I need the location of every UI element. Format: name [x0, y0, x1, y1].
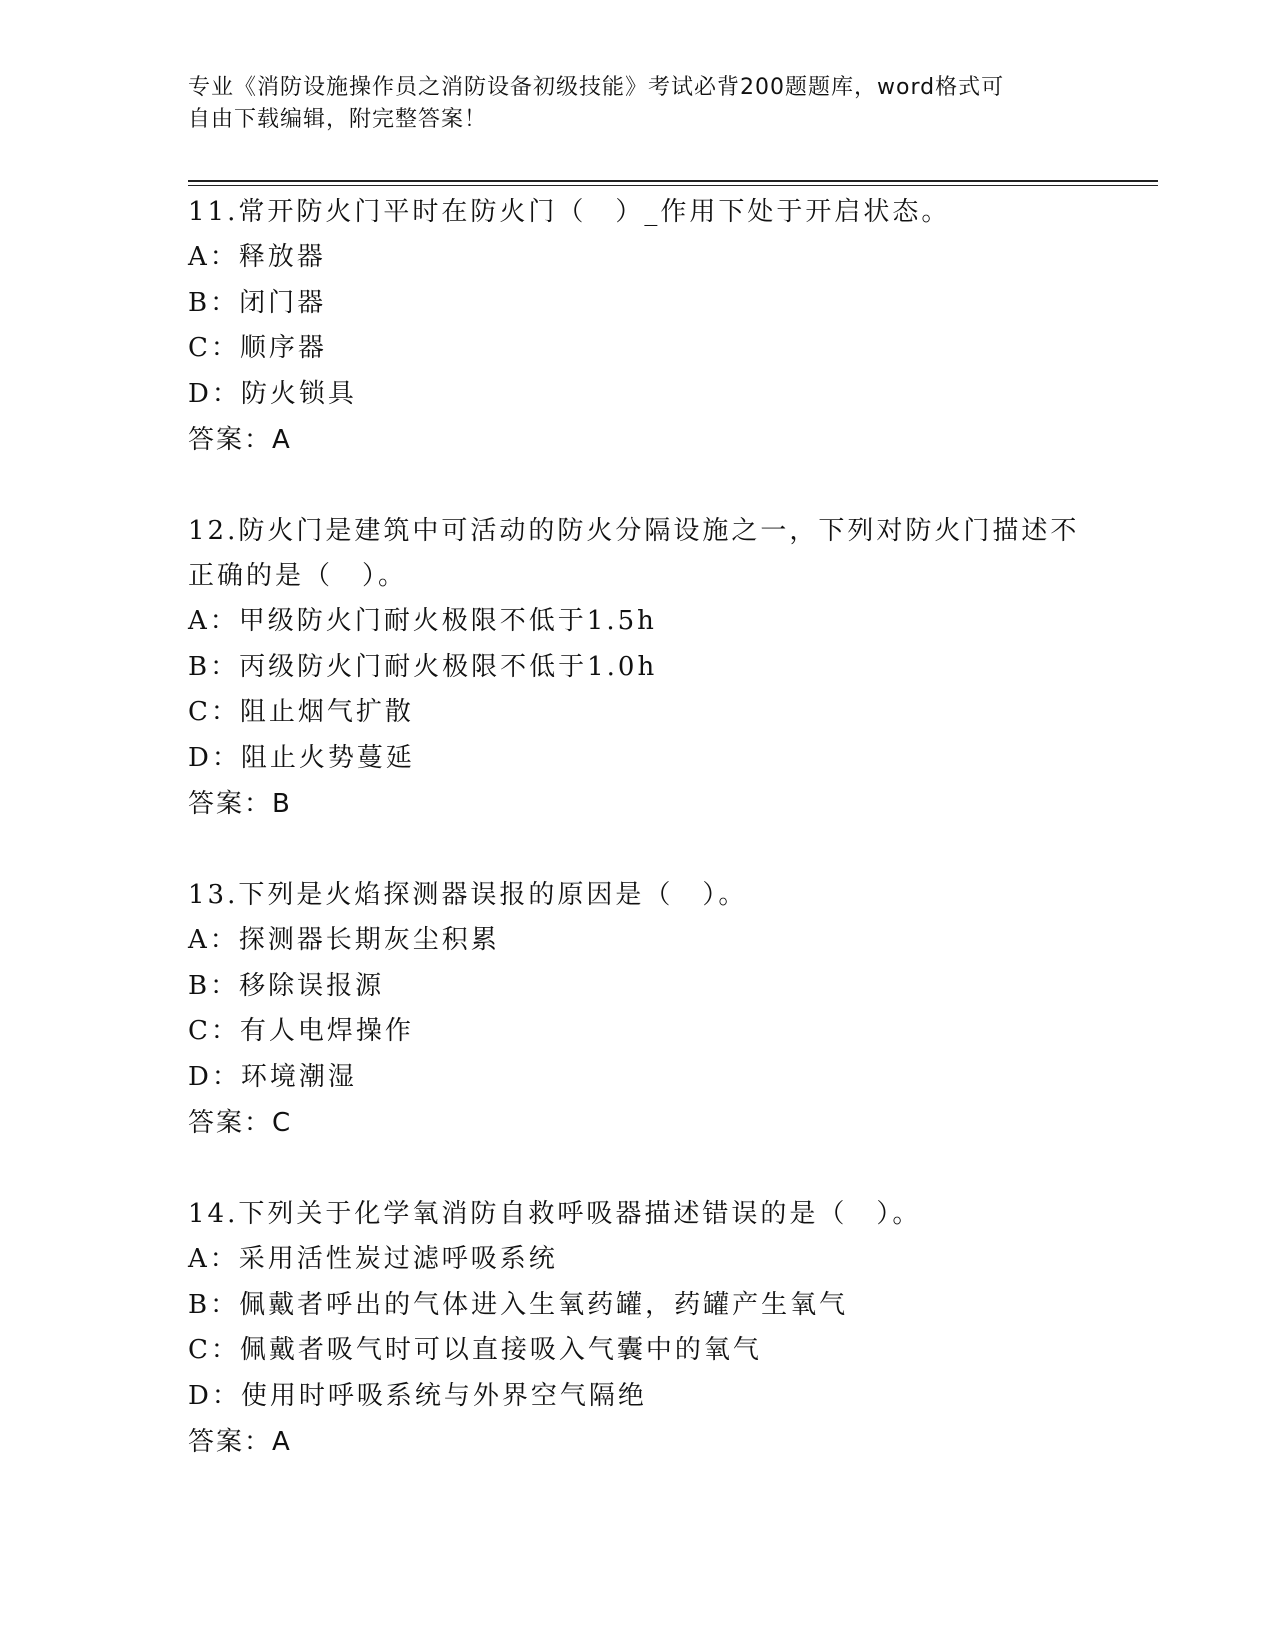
option-a: A：采用活性炭过滤呼吸系统 — [188, 1244, 558, 1274]
question-stem-continued: 正确的是（ ）。 — [188, 561, 408, 591]
answer: 答案：A — [188, 1427, 292, 1457]
option-c: C：顺序器 — [188, 333, 327, 363]
option-b: B：丙级防火门耐火极限不低于1.0h — [188, 651, 658, 682]
option-d: D：防火锁具 — [188, 378, 357, 409]
question-stem: 11.常开防火门平时在防火门（ ）_作用下处于开启状态。 — [188, 197, 951, 227]
header-divider — [188, 180, 1158, 186]
question-11 — [188, 190, 1118, 463]
question-13 — [188, 873, 1118, 1146]
question-12 — [188, 509, 1118, 827]
answer: 答案：C — [188, 1108, 293, 1138]
option-a: A：甲级防火门耐火极限不低于1.5h — [188, 606, 657, 636]
answer: 答案：A — [188, 425, 292, 455]
question-stem: 12.防火门是建筑中可活动的防火分隔设施之一，下列对防火门描述不 — [188, 516, 1080, 546]
question-14 — [188, 1192, 1118, 1465]
question-stem: 14.下列关于化学氧消防自救呼吸器描述错误的是（ ）。 — [188, 1199, 922, 1229]
option-d: D：使用时呼吸系统与外界空气隔绝 — [188, 1380, 647, 1411]
option-c: C：阻止烟气扩散 — [188, 697, 414, 727]
option-b: B：佩戴者呼出的气体进入生氧药罐，药罐产生氧气 — [188, 1289, 849, 1320]
option-d: D：阻止火势蔓延 — [188, 742, 415, 773]
answer: 答案：B — [188, 789, 292, 819]
header-line-2: 自由下载编辑，附完整答案！ — [188, 107, 488, 132]
option-d: D：环境潮湿 — [188, 1061, 357, 1092]
option-c: C：佩戴者吸气时可以直接吸入气囊中的氧气 — [188, 1335, 762, 1365]
question-list — [188, 190, 1118, 1511]
option-a: A：释放器 — [188, 242, 326, 272]
option-a: A：探测器长期灰尘积累 — [188, 925, 500, 955]
option-b: B：移除误报源 — [188, 970, 385, 1001]
option-c: C：有人电焊操作 — [188, 1016, 414, 1046]
question-stem: 13.下列是火焰探测器误报的原因是（ ）。 — [188, 880, 748, 910]
option-b: B：闭门器 — [188, 287, 327, 318]
header-line-1: 专业《消防设施操作员之消防设备初级技能》考试必背200题题库，word格式可 — [188, 75, 1005, 100]
document-header — [188, 72, 1088, 136]
